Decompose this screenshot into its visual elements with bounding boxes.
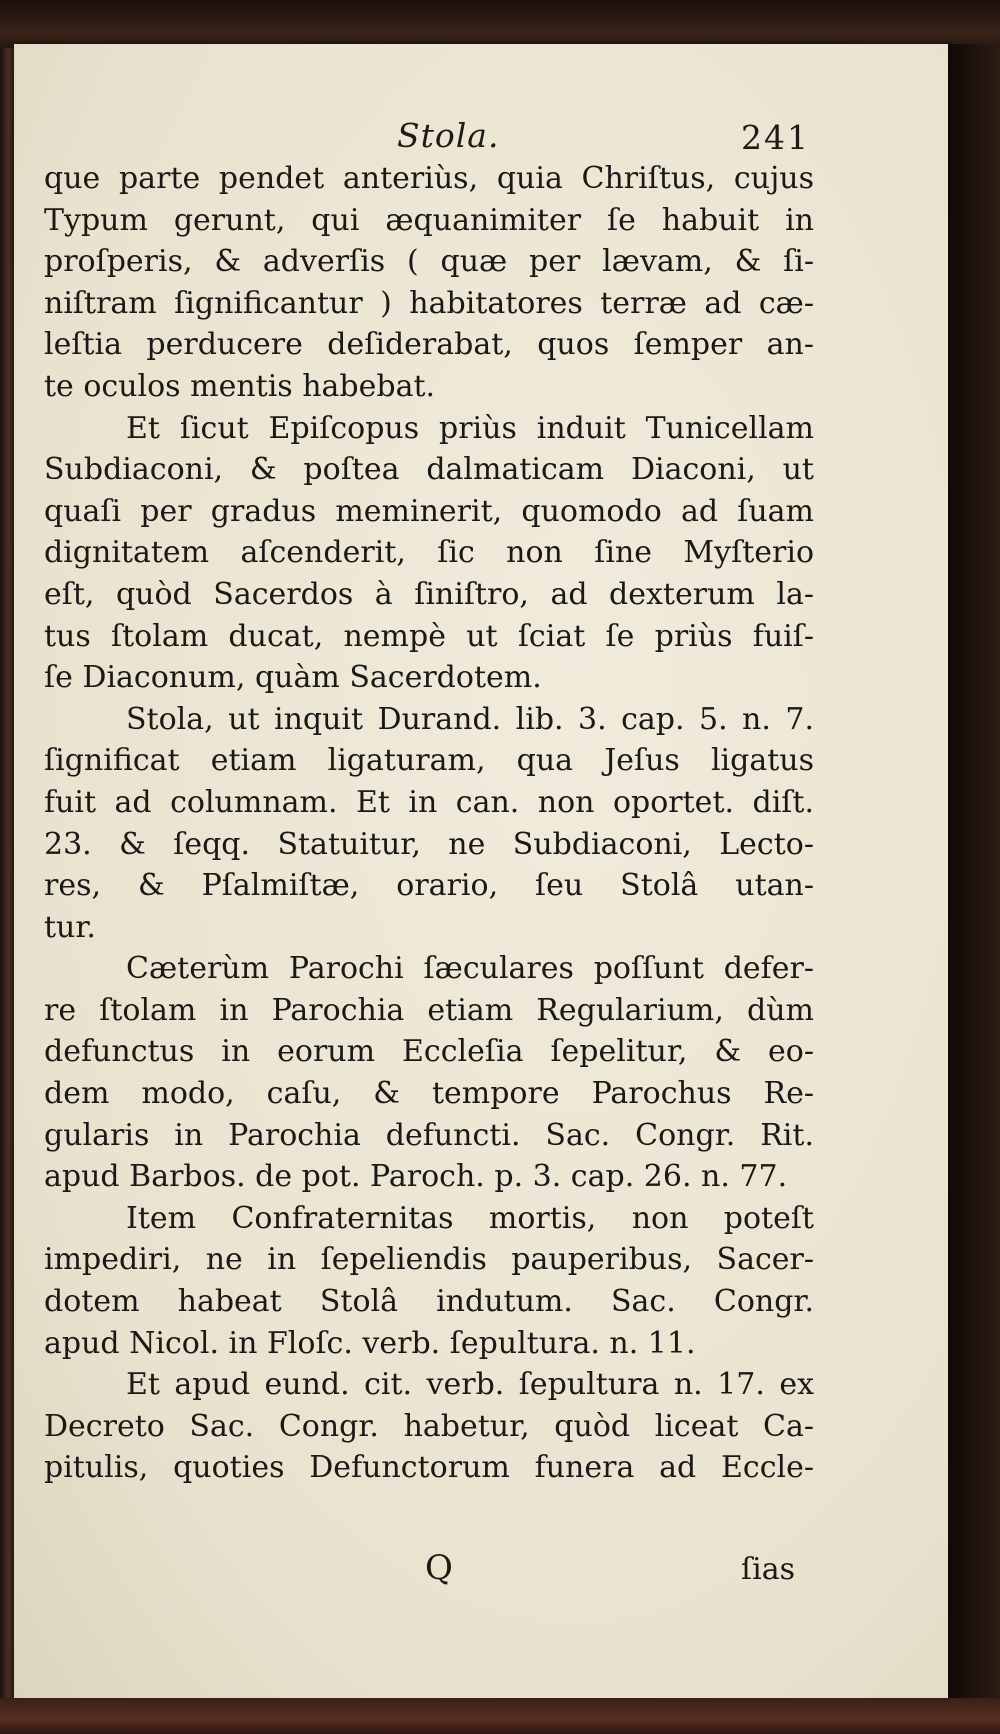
text-line: quaſi per gradus meminerit, quomodo ad ſuam <box>44 493 814 529</box>
page-header <box>14 108 948 158</box>
text-line: leſtia perducere deſiderabat, quos ſemper an- <box>44 327 814 363</box>
book-spine <box>0 0 14 1734</box>
text-line: proſperis, & adverſis ( quæ per lævam, & ſi- <box>44 244 814 280</box>
text-line: Subdiaconi, & poſtea dalmaticam Diaconi, ut <box>44 452 814 488</box>
page-fore-edge-shadow <box>948 44 1000 1698</box>
text-line: Cæterùm Parochi ſæculares poſſunt defer- <box>126 951 814 987</box>
text-line: res, & Pſalmiſtæ, orario, ſeu Stolâ utan- <box>44 868 814 904</box>
text-line: apud Nicol. in Floſc. verb. ſepultura. n. 11. <box>44 1325 696 1361</box>
body-text <box>44 158 814 1489</box>
text-line: Item Confraternitas mortis, non poteſt <box>126 1200 814 1236</box>
text-line: tur. <box>44 909 96 945</box>
signature-mark: Q <box>425 1548 455 1588</box>
text-line: 23. & ſeqq. Statuitur, ne Subdiaconi, Lecto- <box>44 826 814 862</box>
text-line: Decreto Sac. Congr. habetur, quòd liceat Ca- <box>44 1408 814 1444</box>
text-line: ſe Diaconum, quàm Sacerdotem. <box>44 660 542 696</box>
text-line: impediri, ne in ſepeliendis pauperibus, Sacer- <box>44 1242 814 1278</box>
text-line: Et ſicut Epiſcopus priùs induit Tunicellam <box>126 410 814 446</box>
book-top-edge <box>0 0 1000 48</box>
page-number: 241 <box>741 118 810 157</box>
text-line: re ſtolam in Parochia etiam Regularium, dùm <box>44 992 814 1028</box>
text-line: pitulis, quoties Defunctorum funera ad Eccle- <box>44 1450 814 1486</box>
text-line: Stola, ut inquit Durand. lib. 3. cap. 5. n. 7. <box>126 701 814 737</box>
text-line: Typum gerunt, qui æquanimiter ſe habuit in <box>44 202 814 238</box>
text-line: dem modo, caſu, & tempore Parochus Re- <box>44 1076 814 1112</box>
text-line: dignitatem aſcenderit, ſic non ſine Myſterio <box>44 535 814 571</box>
running-head: Stola. <box>397 116 500 155</box>
text-line: que parte pendet anteriùs, quia Chriſtus, cujus <box>44 161 814 196</box>
text-line: dotem habeat Stolâ indutum. Sac. Congr. <box>44 1284 814 1320</box>
text-line: gularis in Parochia defuncti. Sac. Congr. Rit. <box>44 1117 814 1153</box>
catchword: ſias <box>741 1552 795 1587</box>
text-line: te oculos mentis habebat. <box>44 368 436 404</box>
text-line: niſtram ſignificantur ) habitatores terræ ad cæ- <box>44 285 814 321</box>
text-line: tus ſtolam ducat, nempè ut ſciat ſe priùs fuiſ- <box>44 618 814 654</box>
text-line: apud Barbos. de pot. Paroch. p. 3. cap. 26. n. 77. <box>44 1159 788 1195</box>
text-line: eſt, quòd Sacerdos à ſiniſtro, ad dexterum la- <box>44 576 814 612</box>
text-line: Et apud eund. cit. verb. ſepultura n. 17. ex <box>126 1367 814 1403</box>
text-line: ſignificat etiam ligaturam, qua Jeſus ligatus <box>44 743 814 779</box>
text-line: defunctus in eorum Eccleſia ſepelitur, & eo- <box>44 1034 814 1070</box>
text-line: fuit ad columnam. Et in can. non oportet. diſt. <box>44 784 814 820</box>
page-footer <box>14 1548 948 1598</box>
book-bottom-edge <box>0 1698 1000 1734</box>
